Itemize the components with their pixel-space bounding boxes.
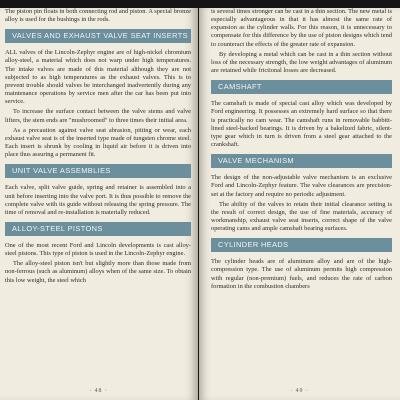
valves-paragraph-3: As a precaution against valve seat abrasion, pitting or wear, each exhaust valve seat is of the inserted type made of tungsten chrome steel. Each insert is shrunk by cooling in liquid air before it is driven into place thus assuring a permanent fit.	[5, 126, 191, 159]
unit-valve-paragraph-1: Each valve, split valve guide, spring and retainer is assembled into a unit before inserting into the valve port. It is thus possible to remove the complete valve with its guide without releasing the spring pressure. The time of removal and re-installation is materially reduced.	[5, 184, 191, 216]
right-intro-paragraph-2: By developing a metal which can be cast in a thin section without loss of the necessary strength, the low weight advantages of aluminum are retained while frictional losses are decreased.	[211, 50, 392, 75]
right-column	[211, 8, 392, 293]
right-page	[199, 8, 400, 400]
pistons-paragraph-2: The alloy-steel piston isn't but slightly more than those made from non-ferrous (such as aluminum) alloys when of the same size. To obtain this low weight, the steel which	[5, 260, 191, 284]
section-heading-camshaft: CAMSHAFT	[211, 80, 392, 94]
section-heading-valves: VALVES AND EXHAUST VALVE SEAT INSERTS	[5, 29, 191, 43]
valves-paragraph-1: ALL valves of the Lincoln-Zephyr engine are of high-nickel chromium alloy-steel, a material which does not warp under high temperatures. The intake valves are made of this material although they are not subjected to as high temperatures as the exhaust valves. This is to prevent trouble should valves be interchanged inadvertently during any maintenance operations by service men after the car has been put into service.	[5, 49, 191, 106]
section-heading-pistons: ALLOY-STEEL PISTONS	[5, 222, 191, 236]
section-heading-cylinder-heads: CYLINDER HEADS	[211, 238, 392, 252]
section-heading-valve-mechanism: VALVE MECHANISM	[211, 154, 392, 168]
section-heading-unit-valve: UNIT VALVE ASSEMBLIES	[5, 164, 191, 178]
left-intro-text: The piston pin floats in both connecting rod and piston. A special bronze alloy is used for the bushings in the rods.	[5, 8, 191, 24]
left-page	[0, 8, 198, 400]
valve-mechanism-paragraph-1: The design of the non-adjustable valve mechanism is an exclusive Ford and Lincoln-Zephyr feature. The valve clearances are precision-set at the factory and require no periodic adjustment.	[211, 174, 392, 198]
camshaft-paragraph-1: The camshaft is made of special cast alloy which was developed by Ford engineering. It possesses an extremely hard surface so that there is practically no cam wear. The camshaft runs in removable babbitt-lined steel-backed bearings. It is driven by a bakelized fabric, silent-type gear which in turn is driven from a steel gear attached to the crankshaft.	[211, 100, 392, 149]
valve-mechanism-paragraph-2: The ability of the valves to retain their initial clearance setting is the result of correct design, the use of fine materials, accuracy of workmanship, exhaust valve seat inserts, correct shape of the valve operating cams and ample camshaft bearing surfaces.	[211, 200, 392, 233]
valves-paragraph-2: To increase the surface contact between the valve stems and valve lifters, the stem ends are "mushroomed" to three times their initial area.	[5, 108, 191, 124]
cylinder-heads-paragraph-1: The cylinder heads are of aluminum alloy and are of the high-compression type. The use of aluminum permits high compression with regular (non-premium) fuels, and reduces the rate of carbon formation in the combustion chambers	[211, 258, 392, 290]
left-column	[5, 8, 191, 287]
right-intro-paragraph-1: is several times stronger can be cast in a thin section. The new metal is especially advantageous in that it has almost the same rate of expansion as the cylinder walls. For this reason, it is unnecessary to compensate for this difference by the use of piston designs which tend to counteract the effects of the greater rate of expansion.	[211, 8, 392, 48]
left-page-number: · 48 ·	[89, 388, 108, 394]
right-page-number: · 49 ·	[290, 388, 309, 394]
pistons-paragraph-1: One of the most recent Ford and Lincoln developments is cast alloy-steel pistons. This type of piston is used in the Lincoln-Zephyr engine.	[5, 241, 191, 258]
